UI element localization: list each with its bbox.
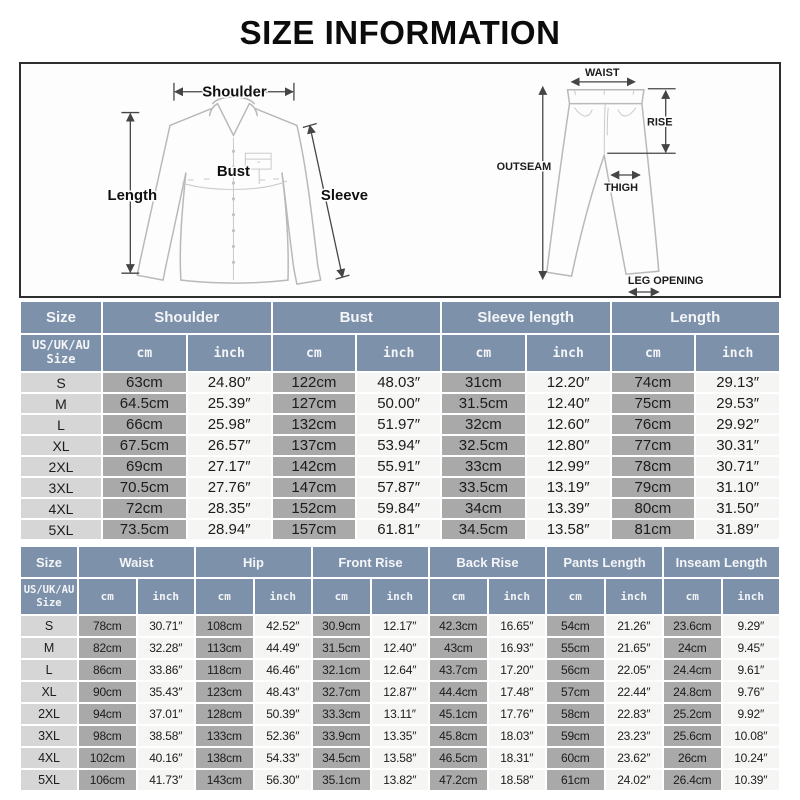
cm-value-cell: 113cm bbox=[196, 638, 253, 658]
row-size-label: 4XL bbox=[21, 748, 77, 768]
inch-value-cell: 10.24″ bbox=[723, 748, 780, 768]
cm-value-cell: 34.5cm bbox=[442, 520, 525, 539]
inch-value-cell: 40.16″ bbox=[138, 748, 195, 768]
unit-header-cm: cm bbox=[273, 335, 356, 371]
inch-value-cell: 50.00″ bbox=[357, 394, 440, 413]
pants-size-table bbox=[19, 545, 781, 792]
inch-value-cell: 31.89″ bbox=[696, 520, 779, 539]
inch-value-cell: 48.43″ bbox=[255, 682, 312, 702]
cm-value-cell: 44.4cm bbox=[430, 682, 487, 702]
inch-value-cell: 9.61″ bbox=[723, 660, 780, 680]
shirt-diagram-icon bbox=[137, 97, 320, 284]
inch-value-cell: 55.91″ bbox=[357, 457, 440, 476]
cm-value-cell: 25.2cm bbox=[664, 704, 721, 724]
inch-value-cell: 12.60″ bbox=[527, 415, 610, 434]
inch-value-cell: 27.76″ bbox=[188, 478, 271, 497]
column-group-header: Hip bbox=[196, 547, 311, 577]
unit-header-cm: cm bbox=[664, 579, 721, 614]
inch-value-cell: 28.35″ bbox=[188, 499, 271, 518]
row-size-label: M bbox=[21, 638, 77, 658]
cm-value-cell: 123cm bbox=[196, 682, 253, 702]
inch-value-cell: 13.11″ bbox=[372, 704, 429, 724]
cm-value-cell: 45.1cm bbox=[430, 704, 487, 724]
inch-value-cell: 37.01″ bbox=[138, 704, 195, 724]
inch-value-cell: 12.87″ bbox=[372, 682, 429, 702]
inch-value-cell: 22.44″ bbox=[606, 682, 663, 702]
inch-value-cell: 13.82″ bbox=[372, 770, 429, 790]
cm-value-cell: 31.5cm bbox=[442, 394, 525, 413]
inch-value-cell: 54.33″ bbox=[255, 748, 312, 768]
unit-header-cm: cm bbox=[196, 579, 253, 614]
column-group-header: Size bbox=[21, 547, 77, 577]
inch-value-cell: 53.94″ bbox=[357, 436, 440, 455]
cm-value-cell: 33.3cm bbox=[313, 704, 370, 724]
shoulder-dimension-label: Shoulder bbox=[202, 84, 267, 101]
cm-value-cell: 138cm bbox=[196, 748, 253, 768]
inch-value-cell: 35.43″ bbox=[138, 682, 195, 702]
cm-value-cell: 102cm bbox=[79, 748, 136, 768]
table-row bbox=[21, 373, 779, 392]
cm-value-cell: 24cm bbox=[664, 638, 721, 658]
inch-value-cell: 44.49″ bbox=[255, 638, 312, 658]
unit-header-inch: inch bbox=[255, 579, 312, 614]
cm-value-cell: 66cm bbox=[103, 415, 186, 434]
inch-value-cell: 17.76″ bbox=[489, 704, 546, 724]
inch-value-cell: 52.36″ bbox=[255, 726, 312, 746]
table-row bbox=[21, 415, 779, 434]
cm-value-cell: 132cm bbox=[273, 415, 356, 434]
cm-value-cell: 147cm bbox=[273, 478, 356, 497]
table-row bbox=[21, 394, 779, 413]
unit-header-cm: cm bbox=[313, 579, 370, 614]
cm-value-cell: 60cm bbox=[547, 748, 604, 768]
unit-header-cm: cm bbox=[547, 579, 604, 614]
table-row bbox=[21, 638, 779, 658]
table-row bbox=[21, 660, 779, 680]
row-size-label: 5XL bbox=[21, 520, 101, 539]
inch-value-cell: 31.50″ bbox=[696, 499, 779, 518]
inch-value-cell: 56.30″ bbox=[255, 770, 312, 790]
cm-value-cell: 157cm bbox=[273, 520, 356, 539]
cm-value-cell: 46.5cm bbox=[430, 748, 487, 768]
unit-header-inch: inch bbox=[372, 579, 429, 614]
cm-value-cell: 64.5cm bbox=[103, 394, 186, 413]
inch-value-cell: 13.39″ bbox=[527, 499, 610, 518]
inch-value-cell: 16.65″ bbox=[489, 616, 546, 636]
cm-value-cell: 42.3cm bbox=[430, 616, 487, 636]
inch-value-cell: 21.26″ bbox=[606, 616, 663, 636]
inch-value-cell: 12.40″ bbox=[372, 638, 429, 658]
inch-value-cell: 61.81″ bbox=[357, 520, 440, 539]
table-row bbox=[21, 520, 779, 539]
row-size-label: 2XL bbox=[21, 704, 77, 724]
cm-value-cell: 78cm bbox=[612, 457, 695, 476]
cm-value-cell: 143cm bbox=[196, 770, 253, 790]
cm-value-cell: 137cm bbox=[273, 436, 356, 455]
inch-value-cell: 32.28″ bbox=[138, 638, 195, 658]
cm-value-cell: 86cm bbox=[79, 660, 136, 680]
table-row bbox=[21, 770, 779, 790]
cm-value-cell: 133cm bbox=[196, 726, 253, 746]
inch-value-cell: 27.17″ bbox=[188, 457, 271, 476]
cm-value-cell: 118cm bbox=[196, 660, 253, 680]
cm-value-cell: 57cm bbox=[547, 682, 604, 702]
cm-value-cell: 32cm bbox=[442, 415, 525, 434]
cm-value-cell: 33cm bbox=[442, 457, 525, 476]
unit-header-cm: cm bbox=[612, 335, 695, 371]
inch-value-cell: 25.39″ bbox=[188, 394, 271, 413]
inch-value-cell: 41.73″ bbox=[138, 770, 195, 790]
garment-diagrams bbox=[21, 64, 779, 296]
cm-value-cell: 45.8cm bbox=[430, 726, 487, 746]
inch-value-cell: 16.93″ bbox=[489, 638, 546, 658]
inch-value-cell: 29.13″ bbox=[696, 373, 779, 392]
cm-value-cell: 90cm bbox=[79, 682, 136, 702]
cm-value-cell: 75cm bbox=[612, 394, 695, 413]
inch-value-cell: 17.48″ bbox=[489, 682, 546, 702]
cm-value-cell: 76cm bbox=[612, 415, 695, 434]
outseam-dimension-label: OUTSEAM bbox=[496, 161, 552, 174]
unit-header-inch: inch bbox=[138, 579, 195, 614]
unit-header-inch: inch bbox=[357, 335, 440, 371]
cm-value-cell: 43.7cm bbox=[430, 660, 487, 680]
unit-header-inch: inch bbox=[606, 579, 663, 614]
inch-value-cell: 12.20″ bbox=[527, 373, 610, 392]
inch-value-cell: 25.98″ bbox=[188, 415, 271, 434]
inch-value-cell: 13.35″ bbox=[372, 726, 429, 746]
inch-value-cell: 42.52″ bbox=[255, 616, 312, 636]
cm-value-cell: 32.7cm bbox=[313, 682, 370, 702]
inch-value-cell: 30.71″ bbox=[138, 616, 195, 636]
unit-header-inch: inch bbox=[489, 579, 546, 614]
inch-value-cell: 30.31″ bbox=[696, 436, 779, 455]
cm-value-cell: 32.1cm bbox=[313, 660, 370, 680]
thigh-dimension-label: THIGH bbox=[604, 181, 639, 194]
cm-value-cell: 24.8cm bbox=[664, 682, 721, 702]
table-row bbox=[21, 616, 779, 636]
inch-value-cell: 12.64″ bbox=[372, 660, 429, 680]
cm-value-cell: 81cm bbox=[612, 520, 695, 539]
inch-value-cell: 26.57″ bbox=[188, 436, 271, 455]
inch-value-cell: 9.29″ bbox=[723, 616, 780, 636]
cm-value-cell: 59cm bbox=[547, 726, 604, 746]
row-size-label: 5XL bbox=[21, 770, 77, 790]
row-size-label: S bbox=[21, 616, 77, 636]
sleeve-dimension-label: Sleeve bbox=[320, 187, 369, 204]
table-row bbox=[21, 499, 779, 518]
row-size-label: XL bbox=[21, 682, 77, 702]
inch-value-cell: 21.65″ bbox=[606, 638, 663, 658]
inch-value-cell: 51.97″ bbox=[357, 415, 440, 434]
cm-value-cell: 73.5cm bbox=[103, 520, 186, 539]
unit-header-inch: inch bbox=[696, 335, 779, 371]
inch-value-cell: 12.40″ bbox=[527, 394, 610, 413]
column-group-header: Size bbox=[21, 302, 101, 333]
unit-header-inch: inch bbox=[188, 335, 271, 371]
inch-value-cell: 12.17″ bbox=[372, 616, 429, 636]
row-size-label: S bbox=[21, 373, 101, 392]
table-row bbox=[21, 436, 779, 455]
inch-value-cell: 38.58″ bbox=[138, 726, 195, 746]
inch-value-cell: 48.03″ bbox=[357, 373, 440, 392]
cm-value-cell: 33.5cm bbox=[442, 478, 525, 497]
inch-value-cell: 13.19″ bbox=[527, 478, 610, 497]
cm-value-cell: 72cm bbox=[103, 499, 186, 518]
inch-value-cell: 9.45″ bbox=[723, 638, 780, 658]
row-size-label: 3XL bbox=[21, 726, 77, 746]
column-group-header: Shoulder bbox=[103, 302, 271, 333]
cm-value-cell: 152cm bbox=[273, 499, 356, 518]
inch-value-cell: 33.86″ bbox=[138, 660, 195, 680]
cm-value-cell: 32.5cm bbox=[442, 436, 525, 455]
rise-dimension-label: RISE bbox=[647, 116, 673, 129]
row-size-label: XL bbox=[21, 436, 101, 455]
unit-header-inch: inch bbox=[723, 579, 780, 614]
cm-value-cell: 67.5cm bbox=[103, 436, 186, 455]
leg-opening-dimension-label: LEG OPENING bbox=[627, 275, 704, 288]
cm-value-cell: 43cm bbox=[430, 638, 487, 658]
cm-value-cell: 80cm bbox=[612, 499, 695, 518]
column-group-header: Length bbox=[612, 302, 780, 333]
cm-value-cell: 79cm bbox=[612, 478, 695, 497]
length-dimension-label: Length bbox=[107, 187, 158, 204]
unit-header-cm: cm bbox=[79, 579, 136, 614]
cm-value-cell: 23.6cm bbox=[664, 616, 721, 636]
row-size-label: L bbox=[21, 660, 77, 680]
column-group-header: Sleeve length bbox=[442, 302, 610, 333]
inch-value-cell: 23.62″ bbox=[606, 748, 663, 768]
pants-diagram-icon bbox=[547, 90, 659, 276]
table-row bbox=[21, 748, 779, 768]
inch-value-cell: 22.83″ bbox=[606, 704, 663, 724]
inch-value-cell: 59.84″ bbox=[357, 499, 440, 518]
column-group-header: Front Rise bbox=[313, 547, 428, 577]
unit-header-cm: cm bbox=[430, 579, 487, 614]
table-row bbox=[21, 682, 779, 702]
cm-value-cell: 34cm bbox=[442, 499, 525, 518]
inch-value-cell: 18.03″ bbox=[489, 726, 546, 746]
shirt-size-table bbox=[19, 300, 781, 541]
bust-dimension-label: Bust bbox=[216, 164, 250, 181]
inch-value-cell: 29.53″ bbox=[696, 394, 779, 413]
row-size-label: 4XL bbox=[21, 499, 101, 518]
cm-value-cell: 108cm bbox=[196, 616, 253, 636]
cm-value-cell: 98cm bbox=[79, 726, 136, 746]
cm-value-cell: 35.1cm bbox=[313, 770, 370, 790]
cm-value-cell: 56cm bbox=[547, 660, 604, 680]
inch-value-cell: 17.20″ bbox=[489, 660, 546, 680]
column-group-header: Pants Length bbox=[547, 547, 662, 577]
inch-value-cell: 22.05″ bbox=[606, 660, 663, 680]
cm-value-cell: 128cm bbox=[196, 704, 253, 724]
measurement-diagram-panel bbox=[19, 62, 781, 298]
inch-value-cell: 29.92″ bbox=[696, 415, 779, 434]
cm-value-cell: 69cm bbox=[103, 457, 186, 476]
cm-value-cell: 25.6cm bbox=[664, 726, 721, 746]
cm-value-cell: 106cm bbox=[79, 770, 136, 790]
cm-value-cell: 122cm bbox=[273, 373, 356, 392]
table-row bbox=[21, 478, 779, 497]
cm-value-cell: 142cm bbox=[273, 457, 356, 476]
inch-value-cell: 12.99″ bbox=[527, 457, 610, 476]
column-group-header: Bust bbox=[273, 302, 441, 333]
cm-value-cell: 127cm bbox=[273, 394, 356, 413]
cm-value-cell: 61cm bbox=[547, 770, 604, 790]
inch-value-cell: 31.10″ bbox=[696, 478, 779, 497]
inch-value-cell: 10.08″ bbox=[723, 726, 780, 746]
cm-value-cell: 47.2cm bbox=[430, 770, 487, 790]
cm-value-cell: 30.9cm bbox=[313, 616, 370, 636]
unit-header-cm: cm bbox=[103, 335, 186, 371]
inch-value-cell: 57.87″ bbox=[357, 478, 440, 497]
inch-value-cell: 50.39″ bbox=[255, 704, 312, 724]
inch-value-cell: 46.46″ bbox=[255, 660, 312, 680]
cm-value-cell: 55cm bbox=[547, 638, 604, 658]
inch-value-cell: 28.94″ bbox=[188, 520, 271, 539]
cm-value-cell: 77cm bbox=[612, 436, 695, 455]
cm-value-cell: 63cm bbox=[103, 373, 186, 392]
cm-value-cell: 26.4cm bbox=[664, 770, 721, 790]
inch-value-cell: 9.92″ bbox=[723, 704, 780, 724]
inch-value-cell: 24.80″ bbox=[188, 373, 271, 392]
column-group-header: Back Rise bbox=[430, 547, 545, 577]
cm-value-cell: 31.5cm bbox=[313, 638, 370, 658]
inch-value-cell: 13.58″ bbox=[527, 520, 610, 539]
cm-value-cell: 24.4cm bbox=[664, 660, 721, 680]
inch-value-cell: 13.58″ bbox=[372, 748, 429, 768]
cm-value-cell: 54cm bbox=[547, 616, 604, 636]
inch-value-cell: 18.58″ bbox=[489, 770, 546, 790]
size-standard-header: US/UK/AU Size bbox=[21, 579, 77, 614]
column-group-header: Waist bbox=[79, 547, 194, 577]
cm-value-cell: 26cm bbox=[664, 748, 721, 768]
inch-value-cell: 18.31″ bbox=[489, 748, 546, 768]
size-standard-header: US/UK/AU Size bbox=[21, 335, 101, 371]
inch-value-cell: 30.71″ bbox=[696, 457, 779, 476]
row-size-label: M bbox=[21, 394, 101, 413]
cm-value-cell: 70.5cm bbox=[103, 478, 186, 497]
cm-value-cell: 94cm bbox=[79, 704, 136, 724]
cm-value-cell: 82cm bbox=[79, 638, 136, 658]
unit-header-cm: cm bbox=[442, 335, 525, 371]
inch-value-cell: 9.76″ bbox=[723, 682, 780, 702]
table-row bbox=[21, 704, 779, 724]
inch-value-cell: 10.39″ bbox=[723, 770, 780, 790]
unit-header-inch: inch bbox=[527, 335, 610, 371]
table-row bbox=[21, 726, 779, 746]
inch-value-cell: 12.80″ bbox=[527, 436, 610, 455]
inch-value-cell: 24.02″ bbox=[606, 770, 663, 790]
waist-dimension-label: WAIST bbox=[585, 66, 620, 79]
cm-value-cell: 33.9cm bbox=[313, 726, 370, 746]
cm-value-cell: 58cm bbox=[547, 704, 604, 724]
row-size-label: L bbox=[21, 415, 101, 434]
cm-value-cell: 34.5cm bbox=[313, 748, 370, 768]
cm-value-cell: 78cm bbox=[79, 616, 136, 636]
inch-value-cell: 23.23″ bbox=[606, 726, 663, 746]
cm-value-cell: 74cm bbox=[612, 373, 695, 392]
table-row bbox=[21, 457, 779, 476]
row-size-label: 2XL bbox=[21, 457, 101, 476]
cm-value-cell: 31cm bbox=[442, 373, 525, 392]
page-title: SIZE INFORMATION bbox=[239, 14, 561, 51]
column-group-header: Inseam Length bbox=[664, 547, 779, 577]
row-size-label: 3XL bbox=[21, 478, 101, 497]
